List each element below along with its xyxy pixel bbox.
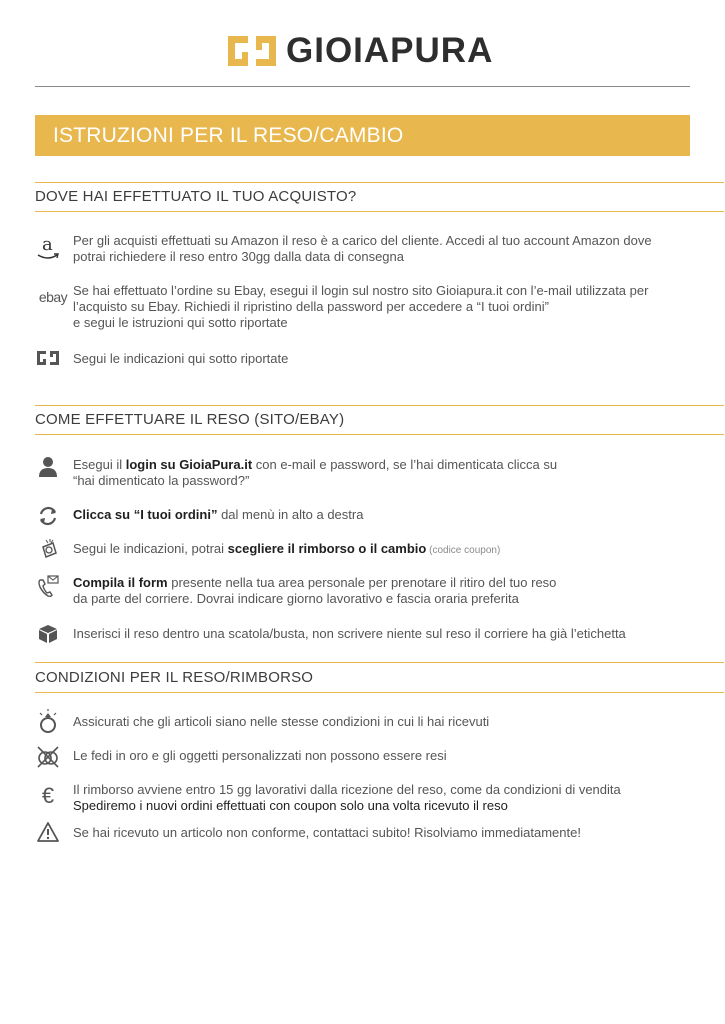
section-divider (35, 211, 724, 212)
section-divider (35, 662, 724, 663)
condition-refund-timing: Il rimborso avviene entro 15 gg lavorativi dalla ricezione del reso, come da condizioni di vendita Spediremo i nuovi ordini effettuati con coupon solo una volta ricevuto il reso (73, 782, 621, 813)
step-orders: Clicca su “I tuoi ordini” dal menù in alto a destra (73, 507, 364, 522)
step-choose-refund-or-exchange: Segui le indicazioni, potrai scegliere il rimborso o il cambio (codice coupon) (73, 541, 501, 556)
step-login: Esegui il login su GioiaPura.it con e-mail e password, se l’hai dimenticata clicca su “hai dimenticato la password?” (73, 457, 558, 488)
euro-icon: € (41, 783, 55, 808)
ring-icon (35, 708, 61, 736)
condition-no-return-items: Le fedi in oro e gli oggetti personalizzati non possono essere resi (73, 748, 447, 763)
section-divider (35, 692, 724, 693)
gioiapura-instructions: Segui le indicazioni qui sotto riportate (73, 351, 289, 366)
gioiapura-logo-icon (35, 348, 61, 368)
section-divider (35, 182, 724, 183)
brand-wordmark: GIOIAPURA (286, 31, 494, 70)
no-rings-icon (35, 744, 61, 770)
section-divider (35, 405, 724, 406)
logo-mark-icon (226, 34, 278, 68)
section-title-conditions: CONDIZIONI PER IL RESO/RIMBORSO (35, 669, 314, 686)
package-icon (35, 622, 61, 646)
step-fill-form: Compila il form presente nella tua area personale per prenotare il ritiro del tuo reso da parte del corriere. Dovrai indicare giorno lavorativo e fascia oraria preferita (73, 575, 557, 606)
header-divider (35, 86, 690, 87)
warning-icon (35, 820, 61, 844)
section-title-how-to-return: COME EFFETTUARE IL RESO (SITO/EBAY) (35, 411, 345, 428)
ebay-icon: ebay (38, 289, 68, 305)
phone-mail-icon (35, 574, 61, 600)
page-title: ISTRUZIONI PER IL RESO/CAMBIO (35, 115, 690, 156)
step-package: Inserisci il reso dentro una scatola/busta, non scrivere niente sul reso il corriere ha già l’etichetta (73, 626, 626, 641)
ring-box-icon (35, 536, 61, 564)
section-title-purchase: DOVE HAI EFFETTUATO IL TUO ACQUISTO? (35, 188, 357, 205)
ebay-instructions: Se hai effettuato l’ordine su Ebay, esegui il login sul nostro sito Gioiapura.it con l’e-mail utilizzata per l’acquisto su Ebay. Richiedi il ripristino della password per accedere a “I tuoi ordini” e segui le istruzioni qui sotto riportate (73, 283, 649, 330)
section-divider (35, 434, 724, 435)
svg-text:a: a (42, 234, 53, 255)
condition-same-state: Assicurati che gli articoli siano nelle stesse condizioni in cui li hai ricevuti (73, 714, 490, 729)
condition-non-compliant: Se hai ricevuto un articolo non conforme, contattaci subito! Risolviamo immediatamente! (73, 825, 581, 840)
refresh-icon (35, 504, 61, 528)
amazon-instructions: Per gli acquisti effettuati su Amazon il reso è a carico del cliente. Accedi al tuo account Amazon dove potrai richiedere il reso entro 30gg dalla data di consegna (73, 233, 652, 264)
amazon-icon (35, 233, 61, 263)
user-icon (35, 455, 61, 479)
